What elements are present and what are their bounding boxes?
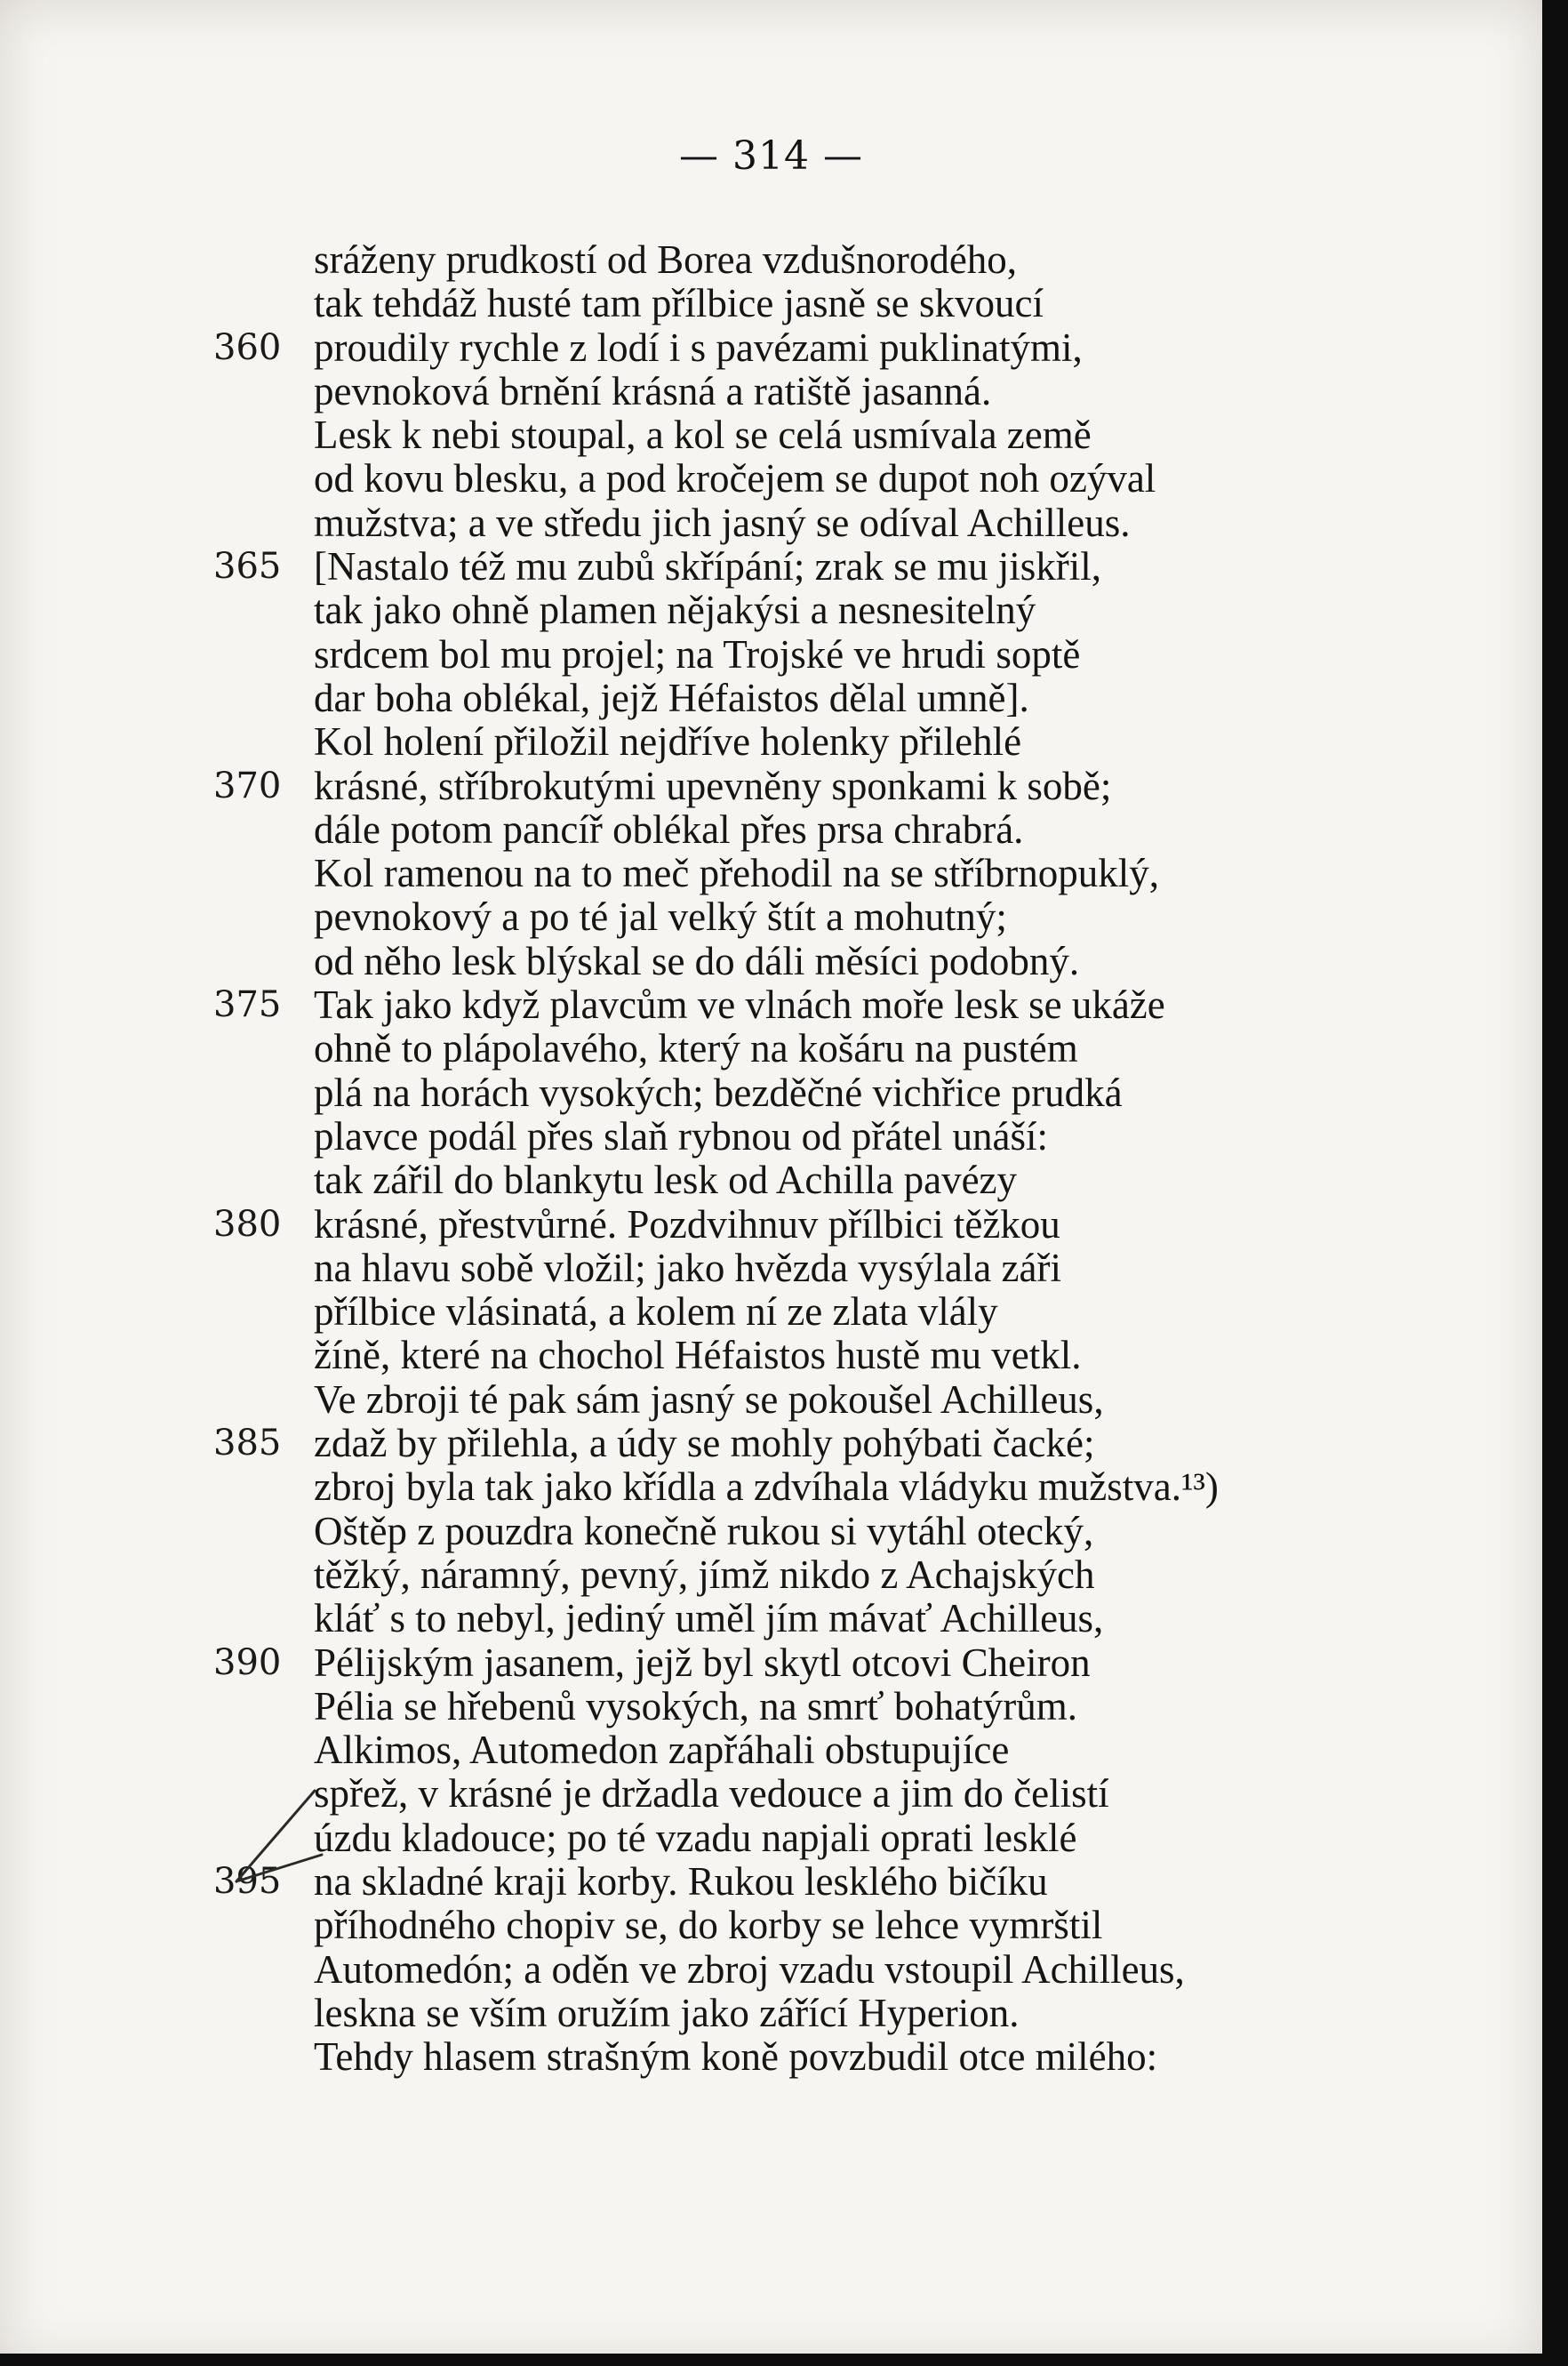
verse-text: Tehdy hlasem strašným koně povzbudil otce milého: <box>314 2034 1158 2080</box>
verse-text: Lesk k nebi stoupal, a kol se celá usmívala země <box>314 413 1092 458</box>
verse-text: úzdu kladouce; po té vzadu napjali oprati lesklé <box>314 1815 1077 1860</box>
verse-line <box>213 1378 1422 1422</box>
verse-text: srdcem bol mu projel; na Trojské ve hrudi soptě <box>314 631 1081 677</box>
verse-line <box>213 720 1422 764</box>
verse-line <box>213 1553 1422 1597</box>
verse-text: Automedón; a oděn ve zbroj vzadu vstoupil Achilleus, <box>314 1946 1185 1992</box>
verse-text: Kol holení přiložil nejdříve holenky přilehlé <box>314 719 1022 765</box>
verse-line <box>213 1597 1422 1640</box>
verse-line <box>213 808 1422 852</box>
verse-line <box>213 1728 1422 1772</box>
verse-text: pevnokový a po té jal velký štít a mohutný; <box>314 894 1007 940</box>
verse-text: dále potom pancíř oblékal přes prsa chrabrá. <box>314 806 1024 852</box>
verse-text: pevnoková brnění krásná a ratiště jasanná. <box>314 368 992 413</box>
verse-line <box>213 1860 1422 1904</box>
page-number: — 314 — <box>679 133 863 179</box>
verse-text: proudily rychle z lodí i s pavézami puklinatými, <box>314 325 1083 370</box>
verse-line <box>213 1422 1422 1465</box>
verse-line <box>213 633 1422 677</box>
verse-line <box>213 282 1422 325</box>
verse-text: krásné, stříbrokutými upevněny sponkami k sobě; <box>314 763 1112 808</box>
verse-text: Pélia se hřebenů vysokých, na smrť bohatýrům. <box>314 1683 1078 1728</box>
verse-number: 370 <box>213 765 282 806</box>
verse-line <box>213 1027 1422 1071</box>
verse-text: sráženy prudkostí od Borea vzdušnorodého, <box>314 237 1018 282</box>
verse-text: ohně to plápolavého, který na košáru na pustém <box>314 1026 1078 1071</box>
verse-line <box>213 1071 1422 1115</box>
verse-list <box>213 238 1422 2079</box>
verse-line <box>213 1247 1422 1290</box>
verse-line <box>213 1817 1422 1860</box>
verse-line <box>213 1115 1422 1159</box>
verse-line <box>213 852 1422 895</box>
verse-text: tak zářil do blankytu lesk od Achilla pavézy <box>314 1158 1018 1203</box>
verse-line <box>213 1465 1422 1509</box>
verse-line <box>213 895 1422 939</box>
verse-line <box>213 940 1422 983</box>
verse-text: mužstva; a ve středu jich jasný se odíval Achilleus. <box>314 500 1131 545</box>
verse-line <box>213 545 1422 589</box>
verse-line <box>213 1772 1422 1816</box>
verse-text: tak jako ohně plamen nějakýsi a nesnesitelný <box>314 588 1036 633</box>
verse-text: žíně, které na chochol Héfaistos hustě mu vetkl. <box>314 1333 1082 1378</box>
verse-number: 390 <box>213 1641 282 1683</box>
verse-number: 365 <box>213 546 282 588</box>
verse-text: leskna se vším oružím jako zářící Hyperion. <box>314 1990 1020 2035</box>
verse-text: tak tehdáž husté tam přílbice jasně se skvoucí <box>314 281 1044 326</box>
verse-number: 360 <box>213 326 282 368</box>
verse-line <box>213 983 1422 1027</box>
verse-line <box>213 1685 1422 1728</box>
verse-line <box>213 457 1422 501</box>
verse-text: spřež, v krásné je držadla vedouce a jim do čelistí <box>314 1771 1109 1817</box>
verse-text: přílbice vlásinatá, a kolem ní ze zlata vlály <box>314 1289 998 1335</box>
verse-line <box>213 589 1422 632</box>
verse-text: [Nastalo též mu zubů skřípání; zrak se mu jiskřil, <box>314 544 1102 589</box>
verse-text: těžký, náramný, pevný, jímž nikdo z Achajských <box>314 1552 1095 1597</box>
verse-line <box>213 238 1422 282</box>
verse-text: Oštěp z pouzdra konečně rukou si vytáhl otecký, <box>314 1508 1094 1553</box>
verse-line <box>213 1904 1422 1947</box>
verse-text: kláť s to nebyl, jediný uměl jím mávať Achilleus, <box>314 1596 1104 1641</box>
verse-text: Pélijským jasanem, jejž byl skytl otcovi Cheiron <box>314 1640 1091 1685</box>
verse-text: plá na horách vysokých; bezděčné vichřice prudká <box>314 1070 1123 1115</box>
verse-line <box>213 370 1422 413</box>
verse-line <box>213 2035 1422 2079</box>
verse-text: Tak jako když plavcům ve vlnách moře lesk se ukáže <box>314 982 1165 1028</box>
verse-text: Kol ramenou na to meč přehodil na se stříbrnopuklý, <box>314 851 1160 896</box>
verse-text: od kovu blesku, a pod kročejem se dupot noh ozýval <box>314 456 1156 501</box>
verse-line <box>213 1334 1422 1377</box>
verse-line <box>213 501 1422 545</box>
verse-text: od něho lesk blýskal se do dáli měsíci podobný. <box>314 938 1080 983</box>
verse-text: zbroj byla tak jako křídla a zdvíhala vládyku mužstva.¹³) <box>314 1464 1219 1510</box>
verse-line <box>213 413 1422 457</box>
verse-line <box>213 1159 1422 1202</box>
verse-number: 380 <box>213 1203 282 1245</box>
scan-edge-right <box>1542 0 1568 2366</box>
verse-text: příhodného chopiv se, do korby se lehce vymrštil <box>314 1903 1103 1948</box>
verse-line <box>213 677 1422 720</box>
verse-number: 375 <box>213 984 282 1026</box>
verse-text: krásné, přestvůrné. Pozdvihnuv přílbici těžkou <box>314 1201 1060 1247</box>
verse-text: Alkimos, Automedon zapřáhali obstupujíce <box>314 1728 1010 1773</box>
verse-line <box>213 765 1422 808</box>
verse-number: 395 <box>213 1860 282 1902</box>
verse-text: na skladné kraji korby. Rukou lesklého bičíku <box>314 1858 1048 1904</box>
verse-text: na hlavu sobě vložil; jako hvězda vysýlala záři <box>314 1245 1061 1290</box>
verse-number: 385 <box>213 1423 282 1464</box>
verse-text: dar boha oblékal, jejž Héfaistos dělal umně]. <box>314 675 1029 720</box>
verse-line <box>213 326 1422 370</box>
verse-line <box>213 1948 1422 1992</box>
verse-text: Ve zbroji té pak sám jasný se pokoušel Achilleus, <box>314 1376 1104 1422</box>
verse-line <box>213 1992 1422 2035</box>
verse-text: zdaž by přilehla, a údy se mohly pohýbati čacké; <box>314 1421 1095 1466</box>
pencil-mark <box>233 1787 375 1885</box>
verse-text: plavce podál přes slaň rybnou od přátel unáší: <box>314 1113 1049 1159</box>
verse-line <box>213 1290 1422 1334</box>
scan-edge-bottom <box>0 2354 1568 2366</box>
verse-line <box>213 1203 1422 1247</box>
verse-line <box>213 1641 1422 1685</box>
verse-line <box>213 1510 1422 1553</box>
